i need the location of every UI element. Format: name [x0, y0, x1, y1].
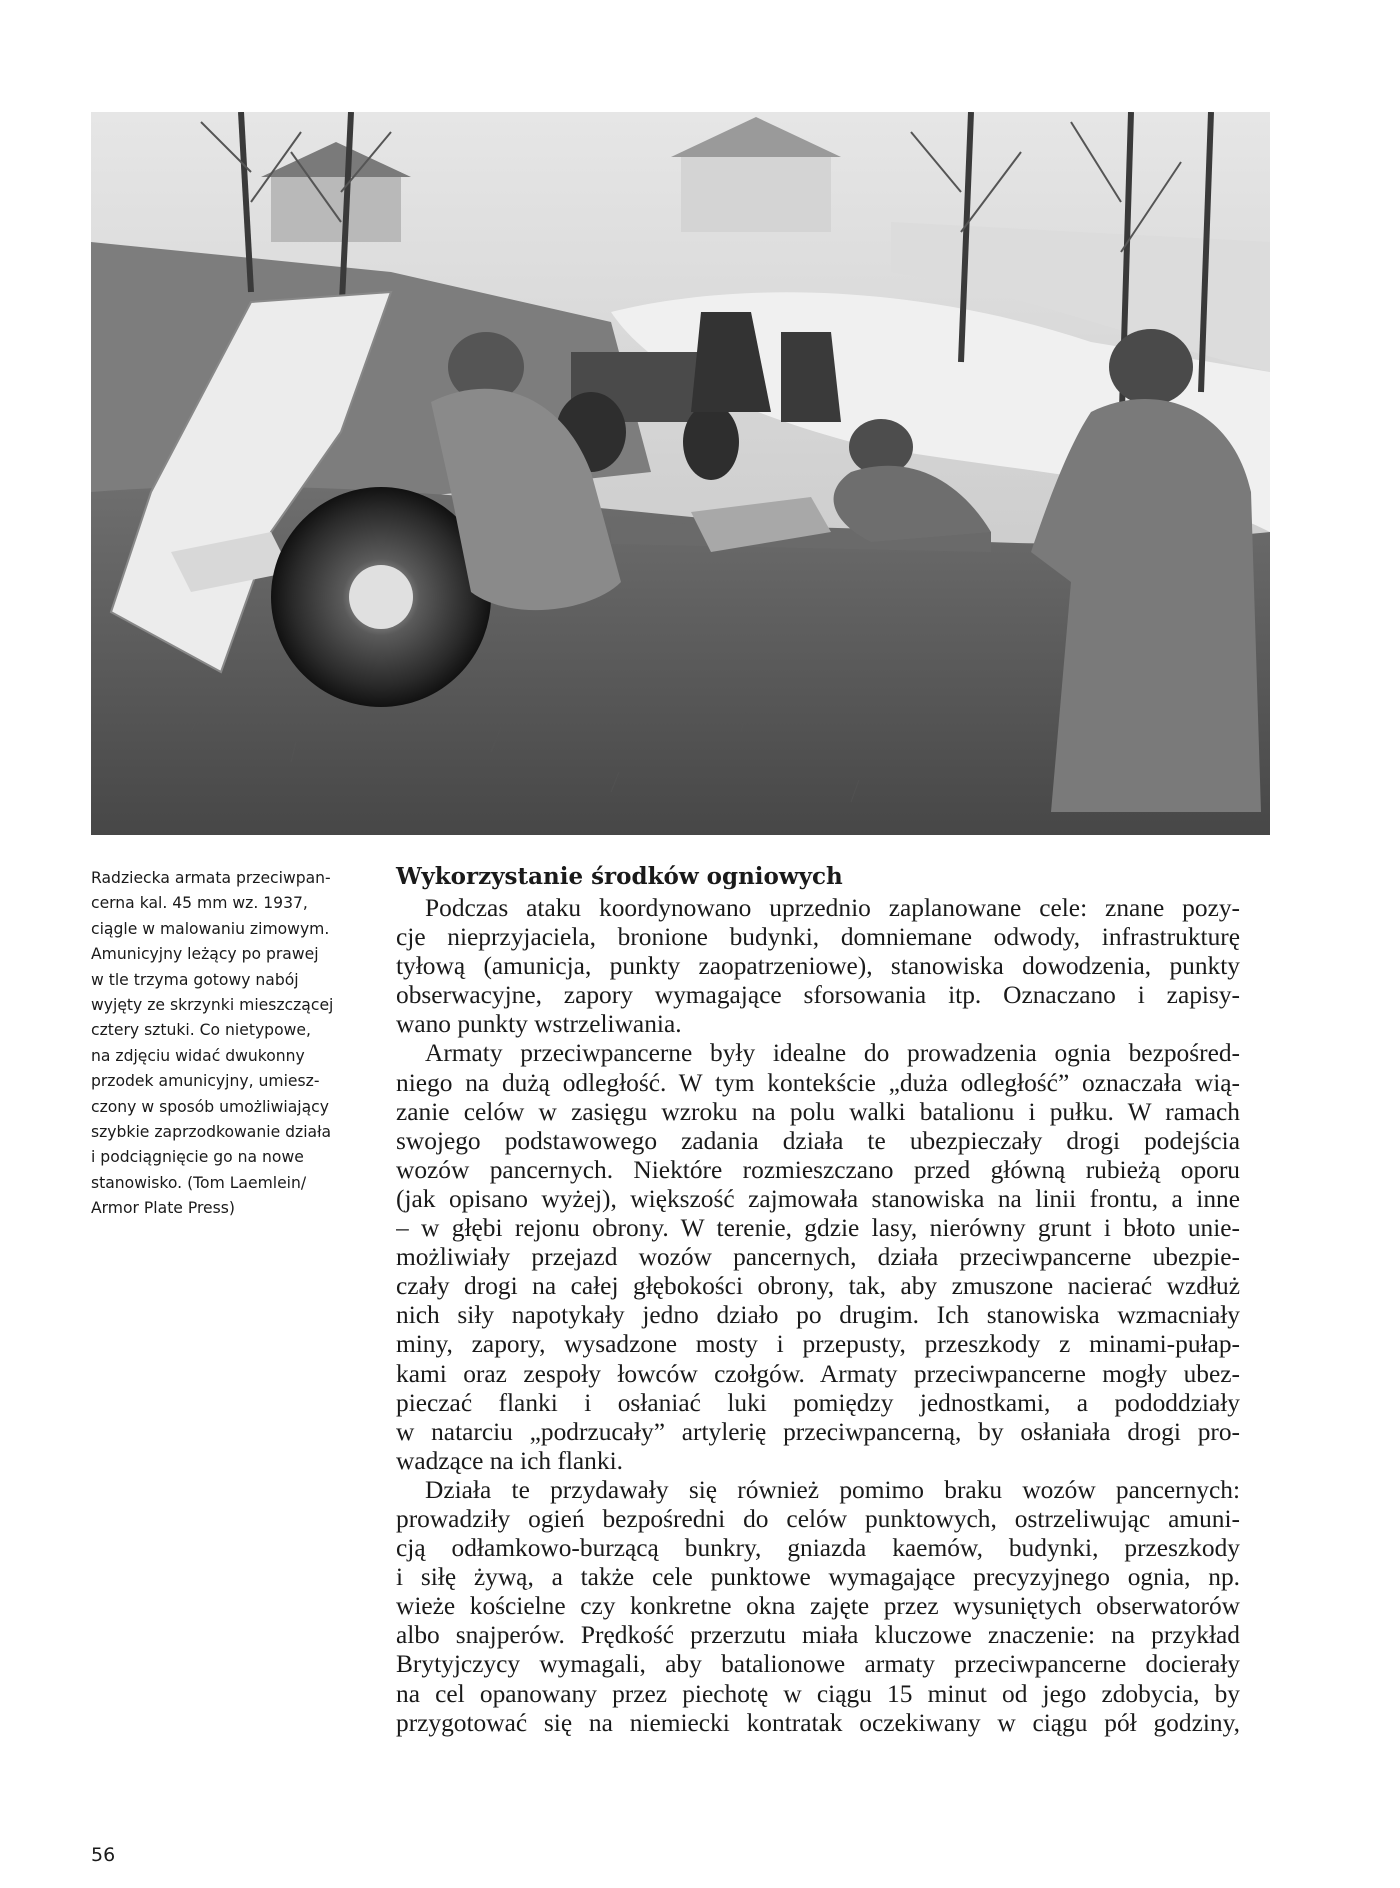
text-line: wano punkty wstrzeliwania.	[396, 1010, 682, 1039]
paragraph	[396, 894, 1240, 1039]
text-line: przygotować się na niemiecki kontratak oczekiwany w ciągu pół godziny,	[396, 1708, 1240, 1737]
text-line: miny, zapory, wysadzone mosty i przepusty, przeszkody z minami-pułap-	[396, 1330, 1240, 1359]
text-line: prowadziły ogień bezpośredni do celów punktowych, ostrzeliwując amuni-	[396, 1504, 1240, 1533]
caption-line: ciągle w malowaniu zimowym.	[91, 919, 330, 938]
text-line: zanie celów w zasięgu wzroku na polu walki batalionu i pułku. W ramach	[396, 1097, 1240, 1126]
caption-line: i podciągnięcie go na nowe	[91, 1148, 304, 1167]
text-line: na cel opanowany przez piechotę w ciągu 15 minut od jego zdobycia, by	[396, 1679, 1240, 1708]
text-line: niego na dużą odległość. W tym kontekście „duża odległość” oznaczała wią-	[396, 1068, 1240, 1097]
text-line: wieże kościelne czy konkretne okna zajęte przez wysuniętych obserwatorów	[396, 1592, 1240, 1621]
text-line: albo snajperów. Prędkość przerzutu miała kluczowe znaczenie: na przykład	[396, 1621, 1240, 1650]
text-line: – w głębi rejonu obrony. W terenie, gdzie lasy, nierówny grunt i błoto unie-	[396, 1214, 1240, 1243]
text-line: cje nieprzyjaciela, bronione budynki, domniemane odwody, infrastrukturę	[396, 923, 1240, 952]
caption-line: cztery sztuki. Co nietypowe,	[91, 1021, 311, 1040]
paragraph	[396, 1039, 1240, 1475]
text-line: kami oraz zespoły łowców czołgów. Armaty przeciwpancerne mogły ubez-	[396, 1359, 1240, 1388]
caption-line: Armor Plate Press)	[91, 1199, 235, 1218]
text-line: i siłę żywą, a także cele punktowe wymagające precyzyjnego ognia, np.	[396, 1563, 1240, 1592]
caption-line: czony w sposób umożliwiający	[91, 1097, 329, 1116]
text-line: obserwacyjne, zapory wymagające sforsowania itp. Oznaczano i zapisy-	[396, 981, 1240, 1010]
photograph-icon	[91, 112, 1270, 835]
article-body	[396, 862, 1240, 1738]
text-line: swojego podstawowego zadania działa te ubezpieczały drogi podejścia	[396, 1126, 1240, 1155]
text-line: w natarciu „podrzucały” artylerię przeciwpancerną, by osłaniała drogi pro-	[396, 1417, 1240, 1446]
caption-line: wyjęty ze skrzynki mieszczącej	[91, 996, 334, 1015]
text-line: (jak opisano wyżej), większość zajmowała stanowiska na linii frontu, a inne	[396, 1184, 1240, 1213]
caption-line: szybkie zaprzodkowanie działa	[91, 1123, 332, 1142]
text-line: Podczas ataku koordynowano uprzednio zaplanowane cele: znane pozy-	[425, 894, 1240, 922]
text-line: nich siły napotykały jedno działo po drugim. Ich stanowiska wzmacniały	[396, 1301, 1240, 1330]
caption-line: cerna kal. 45 mm wz. 1937,	[91, 894, 308, 913]
text-line: wadzące na ich flanki.	[396, 1446, 623, 1475]
photo-caption	[91, 866, 355, 1222]
text-line: Brytyjczycy wymagali, aby batalionowe armaty przeciwpancerne docierały	[396, 1650, 1240, 1679]
caption-line: Amunicyjny leżący po prawej	[91, 945, 319, 964]
text-line: tyłową (amunicja, punkty zaopatrzeniowe), stanowiska dowodzenia, punkty	[396, 952, 1240, 981]
paragraph	[396, 1476, 1240, 1738]
text-line: czały drogi na całej głębokości obrony, tak, aby zmuszone nacierać wzdłuż	[396, 1272, 1240, 1301]
caption-line: przodek amunicyjny, umiesz-	[91, 1072, 320, 1091]
text-line: pieczać flanki i osłaniać luki pomiędzy jednostkami, a pododdziały	[396, 1388, 1240, 1417]
page-number: 56	[91, 1844, 116, 1866]
section-heading: Wykorzystanie środków ogniowych	[396, 863, 843, 890]
caption-line: stanowisko. (Tom Laemlein/	[91, 1173, 307, 1192]
text-line: wozów pancernych. Niektóre rozmieszczano przed główną rubieżą oporu	[396, 1155, 1240, 1184]
text-line: Armaty przeciwpancerne były idealne do prowadzenia ognia bezpośred-	[425, 1039, 1240, 1068]
caption-line: w tle trzyma gotowy nabój	[91, 970, 299, 989]
caption-line: Radziecka armata przeciwpan-	[91, 869, 331, 887]
photograph	[91, 112, 1270, 835]
text-line: cją odłamkowo-burzącą bunkry, gniazda kaemów, budynki, przeszkody	[396, 1534, 1240, 1563]
text-line: Działa te przydawały się również pomimo braku wozów pancernych:	[425, 1475, 1240, 1504]
caption-line: na zdjęciu widać dwukonny	[91, 1046, 305, 1065]
text-line: możliwiały przejazd wozów pancernych, działa przeciwpancerne ubezpie-	[396, 1243, 1240, 1272]
